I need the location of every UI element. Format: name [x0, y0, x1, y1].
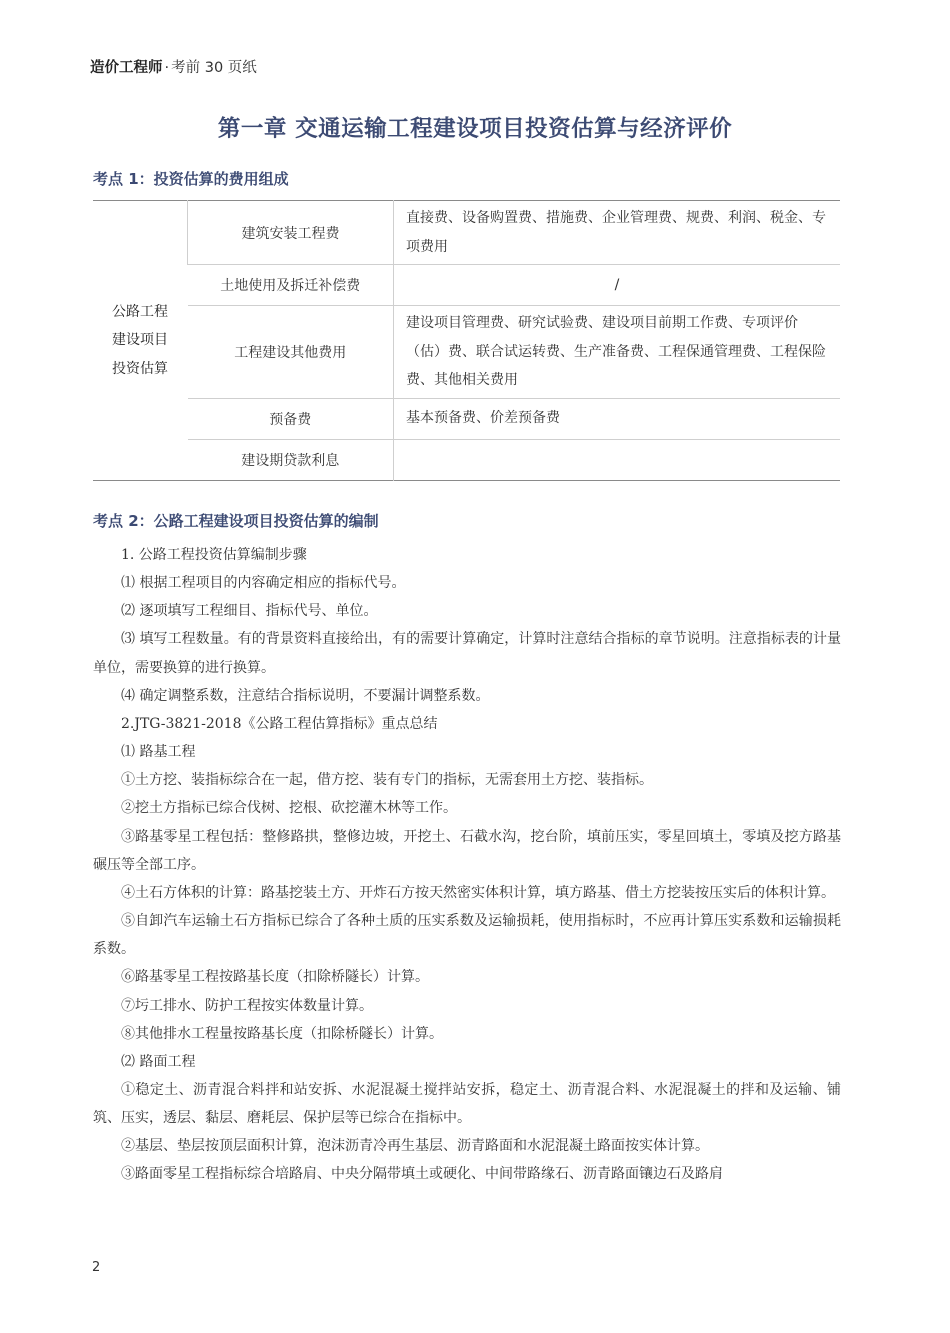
- table-row-header: [93, 201, 188, 481]
- paragraph: ⑵ 逐项填写工程细目、指标代号、单位。: [121, 603, 378, 620]
- table-cell-item: 建设期贷款利息: [241, 452, 340, 469]
- running-header: [90, 56, 257, 77]
- paragraph: ①稳定土、沥青混合料拌和站安拆、水泥混凝土搅拌站安拆，稳定土、沥青混合料、水泥混凝土的拌和及运输、铺筑、压实，透层、黏层、磨耗层、保护层等已综合在指标中。: [93, 1081, 841, 1127]
- paragraph: ①土方挖、装指标综合在一起，借方挖、装有专门的指标，无需套用土方挖、装指标。: [121, 772, 653, 789]
- paragraph: ②挖土方指标已综合伐树、挖根、砍挖灌木林等工作。: [121, 800, 457, 817]
- paragraph: ⑧其他排水工程量按路基长度（扣除桥隧长）计算。: [121, 1025, 443, 1042]
- section-2-title: 考点 2：公路工程建设项目投资估算的编制: [93, 512, 379, 530]
- paragraph: ③路面零星工程指标综合培路肩、中央分隔带填土或硬化、中间带路缘石、沥青路面镶边石及路肩: [121, 1166, 723, 1183]
- row-header-line: 公路工程: [112, 303, 168, 320]
- paragraph: ⑴ 路基工程: [121, 744, 196, 761]
- page-number: 2: [92, 1260, 101, 1275]
- paragraph: ④土石方体积的计算：路基挖装土方、开炸石方按天然密实体积计算，填方路基、借土方挖装按压实后的体积计算。: [121, 884, 835, 901]
- header-subtitle: 考前 30 页纸: [171, 60, 257, 76]
- table-cell-item: 土地使用及拆迁补偿费: [188, 265, 394, 306]
- cost-composition-table: [93, 200, 840, 481]
- paragraph: ⑵ 路面工程: [121, 1053, 196, 1070]
- table-row: [93, 306, 840, 399]
- paragraph: ⑥路基零星工程按路基长度（扣除桥隧长）计算。: [121, 969, 429, 986]
- table-row: [93, 398, 840, 439]
- table-cell-desc: [394, 439, 841, 480]
- table-cell-desc: 基本预备费、价差预备费: [394, 398, 841, 439]
- row-header-line: 投资估算: [112, 360, 168, 377]
- table-cell-item: 工程建设其他费用: [188, 306, 394, 399]
- header-brand: 造价工程师: [90, 60, 163, 76]
- paragraph: ⑦圬工排水、防护工程按实体数量计算。: [121, 997, 373, 1014]
- paragraph: ②基层、垫层按顶层面积计算，泡沫沥青冷再生基层、沥青路面和水泥混凝土路面按实体计算。: [121, 1138, 709, 1155]
- row-header-line: 建设项目: [112, 332, 168, 348]
- chapter-title: 第一章 交通运输工程建设项目投资估算与经济评价: [217, 116, 733, 142]
- table-row: [93, 265, 840, 306]
- table-row: [93, 439, 840, 480]
- table-cell-item: 预备费: [188, 398, 394, 439]
- section-1-title: 考点 1：投资估算的费用组成: [93, 170, 289, 188]
- table-row: [93, 201, 840, 265]
- table-cell-desc: 建设项目管理费、研究试验费、建设项目前期工作费、专项评价（估）费、联合试运转费、生产准备费、工程保通管理费、工程保险费、其他相关费用: [394, 306, 841, 399]
- paragraph: ⑤自卸汽车运输土石方指标已综合了各种土质的压实系数及运输损耗，使用指标时，不应再计算压实系数和运输损耗系数。: [93, 913, 841, 958]
- paragraph: ⑷ 确定调整系数，注意结合指标说明，不要漏计调整系数。: [121, 687, 490, 704]
- paragraph: ⑶ 填写工程数量。有的背景资料直接给出，有的需要计算确定，计算时注意结合指标的章节说明。注意指标表的计量单位，需要换算的进行换算。: [93, 631, 841, 676]
- header-separator: ·: [164, 60, 170, 76]
- table-cell-item: 建筑安装工程费: [188, 201, 394, 265]
- section-2-body: [93, 541, 841, 1189]
- paragraph: ③路基零星工程包括：整修路拱，整修边坡，开挖土、石截水沟，挖台阶，填前压实，零星回填土，零填及挖方路基碾压等全部工序。: [93, 828, 841, 873]
- paragraph: 1. 公路工程投资估算编制步骤: [121, 547, 307, 563]
- paragraph: 2.JTG-3821-2018《公路工程估算指标》重点总结: [121, 715, 438, 732]
- table-cell-desc: 直接费、设备购置费、措施费、企业管理费、规费、利润、税金、专项费用: [394, 201, 841, 265]
- paragraph: ⑴ 根据工程项目的内容确定相应的指标代号。: [121, 575, 406, 592]
- table-cell-desc: /: [394, 265, 841, 306]
